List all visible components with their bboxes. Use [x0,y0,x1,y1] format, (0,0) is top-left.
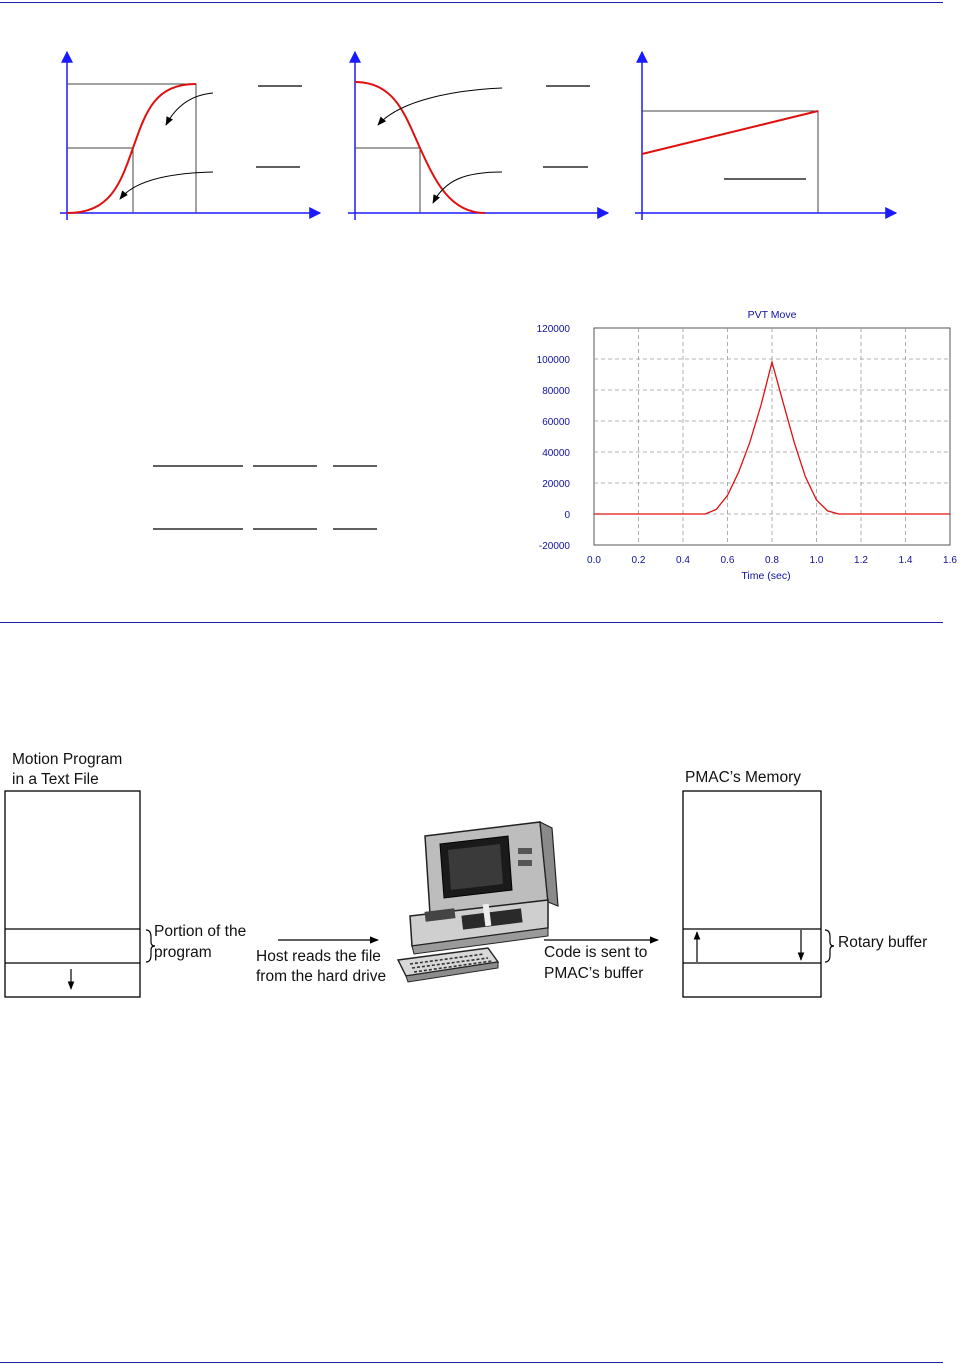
y-tick-label: 80000 [542,386,570,397]
x-tick-label: 0.8 [765,555,779,566]
linear-ramp-diagram [635,52,896,220]
pvt-move-chart [520,300,960,585]
computer-icon [398,822,558,982]
code-label-line2: PMAC’s buffer [544,965,644,982]
code-label-line1: Code is sent to [544,944,648,961]
text-file-title-line1: Motion Program [12,751,123,768]
bottom-rule [0,1362,943,1363]
y-tick-label: 20000 [542,479,570,490]
y-tick-label: 60000 [542,417,570,428]
s-curve-rise-diagram [60,52,320,220]
x-tick-label: 0.0 [587,555,601,566]
y-tick-label: 120000 [536,324,570,335]
x-tick-label: 0.2 [631,555,646,566]
pmac-memory-title: PMAC’s Memory [685,769,801,786]
x-tick-label: 0.6 [720,555,735,566]
host-label-line2: from the hard drive [256,968,387,985]
rotary-buffer-label: Rotary buffer [838,934,928,951]
s-curve-fall-diagram [348,52,608,220]
x-tick-label: 1.6 [943,555,957,566]
portion-label-line1: Portion of the [154,923,247,940]
pmac-memory-box [683,791,834,997]
y-tick-label: 100000 [536,355,570,366]
x-tick-label: 0.4 [676,555,690,566]
chart-title: PVT Move [747,309,797,321]
x-tick-label: 1.4 [898,555,913,566]
host-label-line1: Host reads the file [256,948,381,965]
x-axis-label: Time (sec) [741,570,791,582]
y-tick-label: -20000 [538,541,570,552]
text-file-box [5,791,155,997]
x-tick-label: 1.0 [809,555,824,566]
y-tick-label: 0 [564,510,570,521]
blend-profile-diagrams [0,0,965,240]
rotary-buffer-diagram [0,740,965,1040]
portion-label-line2: program [154,944,212,961]
x-tick-label: 1.2 [854,555,868,566]
middle-rule [0,622,943,623]
equation-rules [140,455,540,535]
y-tick-label: 40000 [542,448,570,459]
text-file-title-line2: in a Text File [12,771,99,788]
